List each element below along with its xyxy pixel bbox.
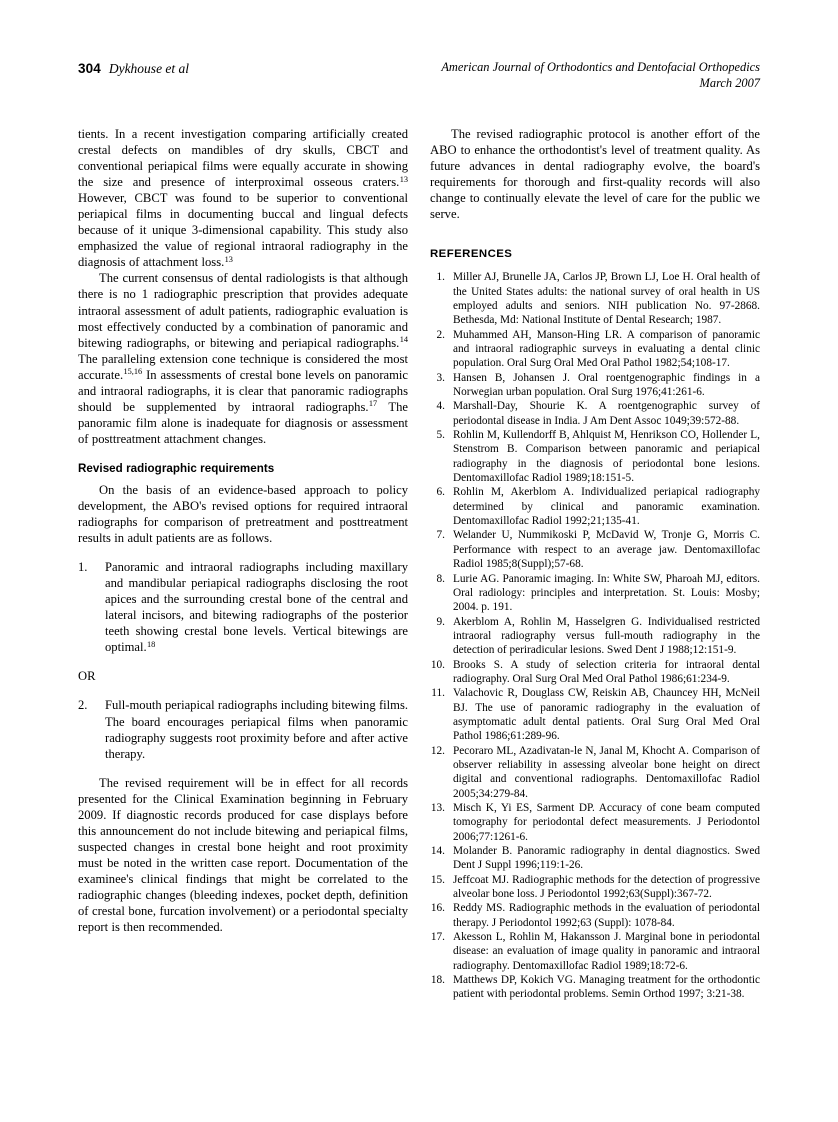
reference-item bbox=[430, 873, 760, 902]
citation-marker: 13 bbox=[399, 174, 408, 184]
options-list-second bbox=[78, 697, 408, 761]
paragraph-requirement: The revised requirement will be in effect for all records presented for the Clinical Examination beginning in February 2009. If diagnostic records produced for case displays before this announcement do not include bitewing and periapical films, suspected changes in crestal bone height and root proximity must be noted in the written case report. Documentation of the examinee's clinical findings that might be correlated to the radiographic changes (bleeding indexes, pocket depth, definition of crestal bone, furcation involvement) or a periodontal specialty report is then recommended. bbox=[78, 775, 408, 935]
reference-number: 1. bbox=[436, 271, 445, 284]
reference-number: 16. bbox=[430, 902, 445, 915]
reference-item bbox=[430, 485, 760, 528]
reference-text: Marshall-Day, Shourie K. A roentgenographic survey of periodontal disease in India. J Am Dent Assoc 1049;39:572-88. bbox=[453, 400, 760, 427]
right-column bbox=[430, 126, 760, 1002]
reference-number: 18. bbox=[430, 974, 445, 987]
references-heading: REFERENCES bbox=[430, 248, 513, 261]
reference-text: Matthews DP, Kokich VG. Managing treatment for the orthodontic patient with periodontal problems. Semin Orthod 1997; 3:21-38. bbox=[453, 974, 760, 1001]
reference-number: 4. bbox=[436, 400, 445, 413]
running-head-left bbox=[78, 60, 189, 78]
left-column bbox=[78, 126, 408, 935]
reference-text: Misch K, Yi ES, Sarment DP. Accuracy of cone beam computed tomography for periodontal defect measurements. J Periodontol 2006;77:1261-6. bbox=[453, 802, 760, 843]
reference-item bbox=[430, 270, 760, 327]
list-item-number: 2. bbox=[78, 698, 88, 713]
paragraph-text-cont: However, CBCT was found to be superior to conventional periapical films in documenting buccal and lingual defects because of it unique 3-dimensional capability. This study also emphasized the value of regional intraoral radiography in the diagnosis of attachment loss. bbox=[78, 191, 408, 270]
citation-marker: 17 bbox=[368, 399, 378, 409]
references-list bbox=[430, 270, 760, 1002]
reference-text: Akerblom A, Rohlin M, Hasselgren G. Individualised restricted intraoral radiography versus full-mouth radiography in the detection of periradicular lesions. Swed Dent J 1988;12:151-9. bbox=[453, 615, 760, 657]
paragraph-policy: On the basis of an evidence-based approach to policy development, the ABO's revised options for required intraoral radiographs for comparison of pretreatment and posttreatment results in adult patients are as follows. bbox=[78, 482, 408, 546]
reference-item bbox=[430, 615, 760, 658]
or-separator: OR bbox=[78, 669, 96, 684]
options-list-first bbox=[78, 559, 408, 655]
citation-marker: 18 bbox=[147, 640, 156, 650]
journal-title: American Journal of Orthodontics and Dentofacial Orthopedics bbox=[441, 60, 760, 74]
reference-text: Molander B. Panoramic radiography in dental diagnostics. Swed Dent J Suppl 1996;119:1-26. bbox=[453, 845, 760, 872]
paragraph-protocol: The revised radiographic protocol is another effort of the ABO to enhance the orthodontist's level of treatment quality. As future advances in dental radiography evolve, the board's requirements for thorough and first-quality records will also change to continually elevate the level of care for the public we serve. bbox=[430, 127, 760, 222]
paragraph-text-cont: The panoramic film alone is inadequate for diagnosis or assessment of posttreatment attachment changes. bbox=[78, 399, 408, 446]
reference-item bbox=[430, 973, 760, 1002]
reference-number: 11. bbox=[431, 687, 445, 700]
reference-item bbox=[430, 901, 760, 930]
running-head bbox=[78, 60, 760, 102]
reference-number: 12. bbox=[430, 744, 445, 757]
reference-number: 17. bbox=[430, 931, 445, 944]
list-item-number: 1. bbox=[78, 560, 88, 575]
paragraph-continued bbox=[78, 126, 408, 270]
citation-marker: 14 bbox=[399, 335, 408, 345]
section-heading: Revised radiographic requirements bbox=[78, 461, 275, 475]
reference-item bbox=[430, 399, 760, 428]
reference-item bbox=[430, 844, 760, 873]
reference-number: 5. bbox=[436, 429, 445, 442]
list-item bbox=[78, 697, 408, 761]
reference-item bbox=[430, 371, 760, 400]
reference-text: Miller AJ, Brunelle JA, Carlos JP, Brown LJ, Loe H. Oral health of the United States adults: the national survey of oral health in US employed adults and seniors. NIH publication No. 97-2868. Bethesda, Md: National Institute of Dental Research; 1987. bbox=[453, 271, 760, 327]
reference-number: 9. bbox=[436, 615, 445, 628]
reference-text: Jeffcoat MJ. Radiographic methods for the detection of progressive alveolar bone loss. J Periodontol 1992;63(Suppl):367-72. bbox=[453, 873, 760, 901]
reference-number: 13. bbox=[430, 802, 445, 814]
paragraph-consensus bbox=[78, 270, 408, 447]
reference-item bbox=[430, 686, 760, 743]
reference-number: 15. bbox=[430, 873, 445, 886]
reference-number: 10. bbox=[430, 658, 445, 671]
reference-item bbox=[430, 572, 760, 615]
reference-item bbox=[430, 744, 760, 801]
reference-text: Valachovic R, Douglass CW, Reiskin AB, Chauncey HH, McNeil BJ. The use of panoramic radiography in the evaluation of asymptomatic adult dental patients. Oral Surg Oral Med Oral Pathol 1986;61:289-96. bbox=[453, 687, 760, 743]
paragraph-text-cont: In assessments of crestal bone levels on panoramic and intraoral radiographs, it is clear that panoramic radiographs should be supplemented by intraoral radiographs. bbox=[78, 367, 408, 414]
reference-item bbox=[430, 930, 760, 973]
reference-item bbox=[430, 328, 760, 371]
reference-item bbox=[430, 428, 760, 485]
reference-item bbox=[430, 801, 760, 844]
reference-text: Akesson L, Rohlin M, Hakansson J. Marginal bone in periodontal disease: an evaluation of image quality in panoramic and intraoral radiography. Dentomaxillofac Radiol 1989;18:72-6. bbox=[453, 931, 760, 972]
paragraph-text: The current consensus of dental radiologists is that although there is no 1 radiographic prescription that provides adequate intraoral assessment of adult patients, radiographic evaluation is most effectively conducted by a combination of panoramic and bitewing radiographs, or bitewing and periapical radiographs. bbox=[78, 271, 408, 350]
reference-number: 6. bbox=[436, 486, 445, 499]
reference-text: Brooks S. A study of selection criteria for intraoral dental radiography. Oral Surg Oral Med Oral Pathol 1986;61:234-9. bbox=[453, 658, 760, 685]
paragraph-text: tients. In a recent investigation comparing artificially created crestal defects on mandibles of dry skulls, CBCT and conventional periapical films were equally accurate in showing the size and presence of interproximal osseous craters. bbox=[78, 127, 408, 190]
citation-marker: 15,16 bbox=[123, 367, 143, 377]
list-item-text: Panoramic and intraoral radiographs including maxillary and mandibular periapical radiographs disclosing the root apices and the surrounding crestal bone of the central and lateral incisors, and bitewing radiographs of the posterior teeth showing crestal bone levels. Vertical bitewings are optimal. bbox=[105, 560, 408, 655]
list-item-text: Full-mouth periapical radiographs including bitewing films. The board encourages periapical films when panoramic radiography suggests root proximity before and after active therapy. bbox=[105, 698, 408, 761]
reference-text: Rohlin M, Akerblom A. Individualized periapical radiography determined by clinical and panoramic examination. Dentomaxillofac Radiol 1992;21;135-41. bbox=[453, 486, 760, 528]
reference-text: Reddy MS. Radiographic methods in the evaluation of periodontal therapy. J Periodontol 1992;63 (Suppl): 1078-84. bbox=[453, 902, 760, 929]
reference-text: Pecoraro ML, Azadivatan-le N, Janal M, Khocht A. Comparison of observer reliability in assessing alveolar bone height on direct digital and conventional radiographs. Dentomaxillofac Radiol 2005;34:279-84. bbox=[453, 744, 760, 800]
reference-text: Welander U, Nummikoski P, McDavid W, Tronje G, Morris C. Performance with respect to an average jaw. Dentomaxillofac Radiol 1985;8(Suppl);57-68. bbox=[453, 529, 760, 571]
reference-number: 14. bbox=[430, 845, 445, 858]
reference-item bbox=[430, 528, 760, 571]
running-head-authors: Dykhouse et al bbox=[108, 61, 190, 76]
reference-number: 7. bbox=[436, 529, 445, 542]
paragraph-text-cont: The paralleling extension cone technique is considered the most accurate. bbox=[78, 351, 408, 382]
reference-text: Rohlin M, Kullendorff B, Ahlquist M, Henrikson CO, Hollender L, Stenstrom B. Comparison between panoramic and periapical radiography in the diagnosis of periodontal bone lesions. Dentomaxillofac Radiol 1989;18:151-5. bbox=[453, 429, 760, 485]
list-item bbox=[78, 559, 408, 655]
references-spacer bbox=[430, 222, 760, 247]
reference-text: Muhammed AH, Manson-Hing LR. A comparison of panoramic and intraoral radiographic surveys in evaluating a dental clinic population. Oral Surg Oral Med Oral Pathol 1982;54;108-17. bbox=[453, 328, 760, 370]
running-head-right bbox=[441, 60, 760, 91]
issue-date: March 2007 bbox=[699, 75, 760, 90]
reference-text: Hansen B, Johansen J. Oral roentgenographic findings in a Norwegian urban population. Oral Surg 1976;41:261-6. bbox=[453, 371, 760, 399]
reference-item bbox=[430, 658, 760, 687]
citation-marker: 13 bbox=[224, 255, 233, 265]
reference-text: Lurie AG. Panoramic imaging. In: White SW, Pharoah MJ, editors. Oral radiology: principles and interpretation. St. Louis: Mosby; 2004. p. 191. bbox=[453, 572, 760, 614]
reference-number: 3. bbox=[436, 371, 445, 384]
reference-number: 8. bbox=[436, 572, 445, 585]
page-number: 304 bbox=[78, 61, 101, 76]
reference-number: 2. bbox=[436, 328, 445, 341]
